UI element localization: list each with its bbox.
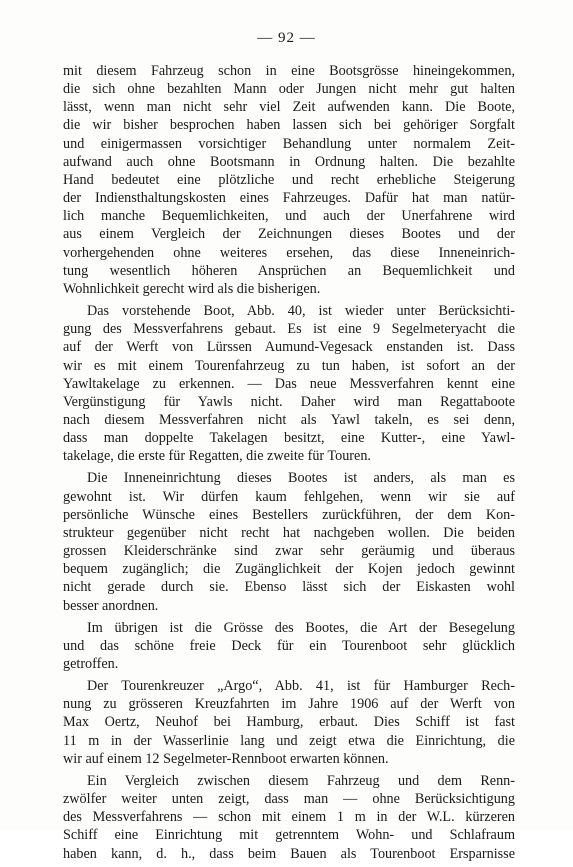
text-line: strukteur gegenüber nicht recht hat nachgeben wollen. Die beiden <box>63 524 515 541</box>
text-line: Ein Vergleich zwischen diesem Fahrzeug und dem Renn- <box>87 772 515 789</box>
text-line: gewohnt ist. Wir dürfen kaum fehlgehen, wenn wir sie auf <box>63 488 515 505</box>
text-line: haben kann, d. h., dass beim Bauen als Tourenboot Ersparnisse <box>63 845 515 862</box>
text-line: dass man doppelte Takelagen besitzt, eine Kutter-, eine Yawl- <box>63 430 515 447</box>
paragraph <box>63 772 515 863</box>
text-line: vorhergehenden ohne weiteres ersehen, das diese Inneneinrich- <box>63 244 515 261</box>
text-line: getroffen. <box>63 656 119 672</box>
text-line: auf der Werft von Lürssen Aumund-Vegesack enstanden ist. Dass <box>63 339 515 356</box>
text-line: wir auf einem 12 Segelmeter-Rennboot erwarten können. <box>63 750 389 767</box>
paragraph <box>63 677 515 768</box>
text-line: Vergünstigung für Yawls nicht. Daher wird man Regattaboote <box>63 393 515 410</box>
text-line: Das vorstehende Boot, Abb. 40, ist wieder unter Berücksichti- <box>87 303 515 320</box>
paragraph <box>63 469 515 614</box>
text-line: gung des Messverfahrens gebaut. Es ist eine 9 Segelmeteryacht die <box>63 321 515 338</box>
text-line: Die Inneneinrichtung dieses Bootes ist anders, als man es <box>87 470 515 487</box>
text-line: Max Oertz, Neuhof bei Hamburg, erbaut. Dies Schiff ist fast <box>63 714 515 731</box>
body-text <box>63 62 515 867</box>
text-line: persönliche Wünsche eines Bestellers zurückführen, der dem Kon- <box>63 506 515 523</box>
text-line: wir es mit einem Tourenfahrzeug zu tun haben, ist sofort an der <box>63 357 515 374</box>
text-line: aus einem Vergleich der Zeichnungen dieses Bootes und der <box>63 226 515 243</box>
text-line: nicht gerade durch sie. Ebenso lässt sich der Eiskasten wohl <box>63 579 515 596</box>
text-line: die sich ohne bezahlten Mann oder Jungen nicht mehr gut halten <box>63 81 515 98</box>
text-line: nung zu grösseren Kreuzfahrten im Jahre 1906 auf der Werft von <box>63 696 515 713</box>
text-line: die wir bisher besprochen haben lassen sich bei gehöriger Sorgfalt <box>63 117 515 134</box>
text-line: grossen Kleiderschränke sind zwar sehr geräumig und überaus <box>63 543 515 560</box>
paragraph <box>63 62 515 298</box>
text-line: lich manche Bequemlichkeiten, und auch der Unerfahrene wird <box>63 208 515 225</box>
paragraph <box>63 302 515 465</box>
text-line: und einigermassen vorsichtiger Behandlung unter normalem Zeit- <box>63 135 515 152</box>
text-line: Im übrigen ist die Grösse des Bootes, die Art der Besegelung <box>87 619 515 636</box>
text-line: tung wesentlich höheren Ansprüchen an Bequemlichkeit und <box>63 262 515 279</box>
text-line: lässt, wenn man nicht sehr viel Zeit aufwenden kann. Die Boote, <box>63 99 515 116</box>
text-line: besser anordnen. <box>63 597 159 614</box>
text-line: aufwand auch ohne Bootsmann in Ordnung halten. Die bezahlte <box>63 153 515 170</box>
text-line: bequem zugänglich; die Zugänglichkeit der Kojen jedoch gewinnt <box>63 561 515 578</box>
text-line: Yawltakelage zu erkennen. — Das neue Messverfahren kennt eine <box>63 375 515 392</box>
text-line: Hand bedeutet eine plötzliche und recht erhebliche Steigerung <box>63 171 515 188</box>
paragraph <box>63 619 515 673</box>
text-line: 11 m in der Wasserlinie lang und zeigt etwa die Einrichtung, die <box>63 732 515 749</box>
text-line: Der Tourenkreuzer „Argo“, Abb. 41, ist für Hamburger Rech- <box>87 678 515 695</box>
page-number: — 92 — <box>257 30 316 46</box>
text-line: mit diesem Fahrzeug schon in eine Bootsgrösse hineingekommen, <box>63 63 515 79</box>
text-line: des Messverfahrens — schon mit einem 1 m in der W.L. kürzeren <box>63 809 515 826</box>
text-line: Wohnlichkeit gerecht wird als die bisherigen. <box>63 280 321 297</box>
text-line: takelage, die erste für Regatten, die zweite für Touren. <box>63 448 371 465</box>
text-line: der Indiensthaltungskosten eines Fahrzeuges. Dafür hat man natür- <box>63 190 515 207</box>
text-line: Schiff eine Einrichtung mit getrenntem Wohn- und Schlafraum <box>63 827 515 844</box>
text-line: und das schöne freie Deck für ein Tourenboot sehr glücklich <box>63 637 515 654</box>
text-line: nach diesem Messverfahren nicht als Yawl takeln, es sei denn, <box>63 411 515 428</box>
text-line: zwölfer weiter unten zeigt, dass man — ohne Berücksichtigung <box>63 791 515 808</box>
